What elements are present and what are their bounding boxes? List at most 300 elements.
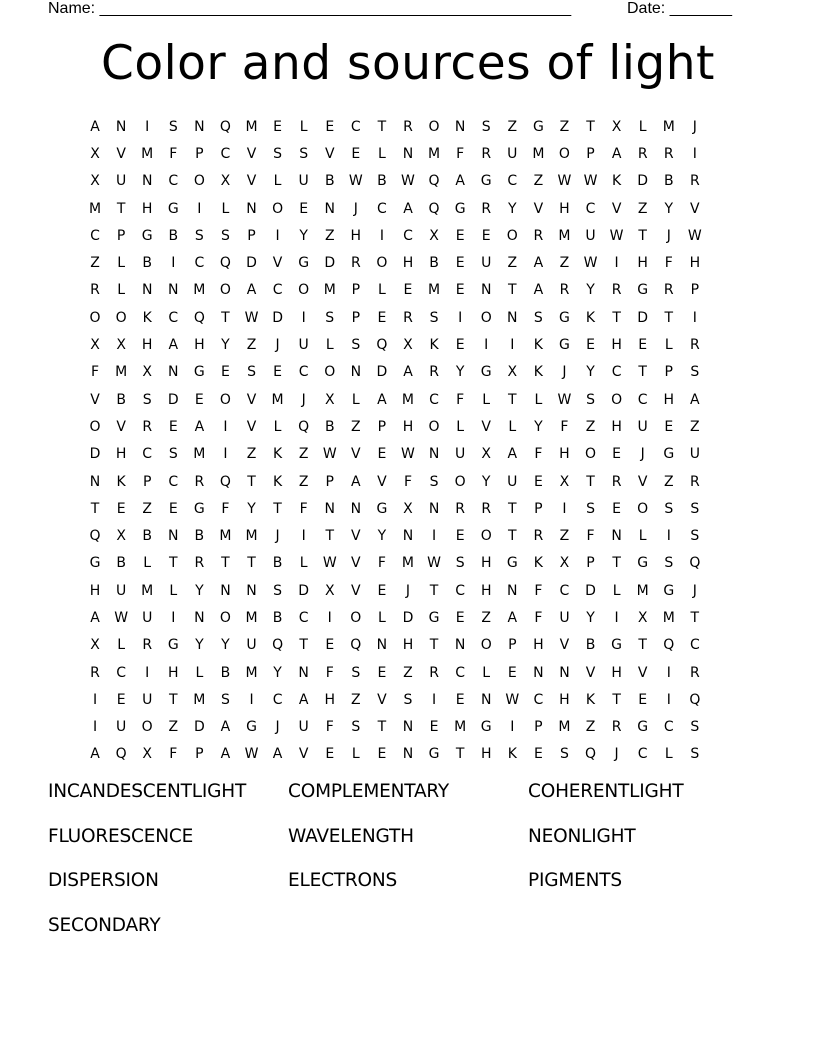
grid-letter: E bbox=[325, 637, 335, 654]
grid-letter: R bbox=[689, 173, 700, 190]
grid-letter: M bbox=[454, 719, 467, 736]
grid-letter: I bbox=[379, 227, 384, 244]
grid-letter: L bbox=[456, 418, 465, 435]
grid-letter: U bbox=[481, 255, 492, 272]
grid-letter: C bbox=[298, 364, 309, 381]
word-bank-item: COMPLEMENTARY bbox=[288, 781, 449, 802]
grid-letter: R bbox=[611, 473, 622, 490]
grid-letter: N bbox=[350, 364, 362, 381]
grid-letter: H bbox=[324, 691, 335, 708]
grid-letter: T bbox=[638, 227, 647, 244]
grid-letter: G bbox=[480, 364, 492, 381]
grid-letter: M bbox=[245, 118, 258, 135]
grid-letter: V bbox=[246, 391, 257, 408]
grid-letter: B bbox=[663, 173, 674, 190]
grid-letter: F bbox=[403, 473, 412, 490]
grid-letter: M bbox=[271, 391, 284, 408]
grid-letter: B bbox=[272, 555, 283, 572]
grid-row bbox=[82, 632, 734, 659]
grid-letter: H bbox=[350, 227, 362, 244]
grid-letter: S bbox=[403, 691, 413, 708]
grid-letter: O bbox=[350, 609, 362, 626]
grid-letter: N bbox=[324, 500, 335, 517]
grid-letter: I bbox=[614, 255, 619, 272]
grid-letter: A bbox=[507, 446, 518, 463]
grid-letter: G bbox=[611, 637, 623, 654]
grid-letter: Z bbox=[559, 255, 570, 272]
grid-letter: I bbox=[301, 528, 306, 545]
grid-letter: I bbox=[145, 664, 150, 681]
grid-letter: P bbox=[116, 227, 126, 244]
grid-letter: D bbox=[272, 309, 283, 326]
grid-letter: Z bbox=[585, 719, 596, 736]
grid-letter: E bbox=[168, 500, 178, 517]
grid-letter: K bbox=[533, 555, 543, 572]
grid-letter: H bbox=[402, 418, 414, 435]
grid-letter: U bbox=[115, 719, 127, 736]
grid-letter: A bbox=[168, 337, 179, 354]
grid-letter: S bbox=[429, 309, 439, 326]
grid-letter: V bbox=[116, 145, 126, 162]
grid-letter: X bbox=[507, 364, 518, 381]
grid-letter: H bbox=[89, 582, 101, 599]
grid-letter: E bbox=[299, 200, 309, 217]
grid-letter: L bbox=[273, 418, 282, 435]
grid-letter: O bbox=[324, 364, 336, 381]
grid-letter: F bbox=[377, 555, 386, 572]
grid-letter: J bbox=[353, 200, 358, 217]
page-title: Color and sources of light bbox=[101, 36, 715, 91]
grid-letter: T bbox=[508, 528, 517, 545]
grid-letter: Q bbox=[428, 200, 440, 217]
grid-letter: A bbox=[507, 609, 518, 626]
grid-letter: N bbox=[480, 691, 492, 708]
grid-letter: O bbox=[611, 391, 623, 408]
grid-letter: G bbox=[167, 200, 179, 217]
grid-letter: F bbox=[560, 418, 569, 435]
grid-letter: Y bbox=[586, 282, 595, 299]
grid-letter: X bbox=[637, 609, 648, 626]
grid-letter: L bbox=[143, 555, 152, 572]
grid-letter: X bbox=[429, 227, 439, 244]
grid-letter: B bbox=[272, 609, 283, 626]
grid-letter: K bbox=[533, 364, 543, 381]
grid-letter: E bbox=[429, 719, 439, 736]
grid-letter: C bbox=[403, 227, 413, 244]
grid-letter: E bbox=[455, 227, 465, 244]
grid-letter: F bbox=[169, 746, 178, 763]
grid-letter: T bbox=[325, 528, 335, 545]
grid-letter: A bbox=[377, 391, 387, 408]
grid-letter: A bbox=[90, 746, 100, 763]
grid-letter: P bbox=[195, 746, 204, 763]
grid-letter: H bbox=[559, 446, 570, 463]
grid-letter: O bbox=[480, 637, 492, 654]
grid-letter: L bbox=[117, 637, 126, 654]
grid-letter: R bbox=[689, 337, 700, 354]
grid-letter: T bbox=[168, 691, 178, 708]
grid-letter: S bbox=[351, 337, 361, 354]
grid-letter: S bbox=[220, 227, 230, 244]
grid-letter: V bbox=[377, 473, 387, 490]
grid-letter: C bbox=[507, 173, 518, 190]
grid-letter: C bbox=[377, 200, 387, 217]
grid-letter: U bbox=[246, 637, 257, 654]
grid-letter: M bbox=[193, 691, 206, 708]
grid-letter: Q bbox=[689, 555, 701, 572]
grid-letter: Q bbox=[115, 746, 127, 763]
grid-row bbox=[82, 441, 734, 468]
grid-letter: B bbox=[142, 255, 152, 272]
grid-letter: E bbox=[377, 664, 387, 681]
grid-letter: H bbox=[611, 418, 622, 435]
grid-letter: W bbox=[322, 555, 337, 572]
grid-letter: C bbox=[220, 145, 231, 162]
grid-letter: Z bbox=[585, 418, 596, 435]
grid-letter: V bbox=[298, 746, 309, 763]
grid-letter: C bbox=[168, 473, 179, 490]
grid-letter: M bbox=[245, 528, 258, 545]
grid-letter: Q bbox=[193, 309, 205, 326]
grid-letter: G bbox=[480, 173, 492, 190]
grid-letter: I bbox=[666, 664, 671, 681]
grid-letter: S bbox=[168, 118, 178, 135]
grid-letter: Y bbox=[273, 664, 282, 681]
grid-row bbox=[82, 359, 734, 386]
grid-letter: S bbox=[690, 528, 700, 545]
grid-letter: I bbox=[301, 309, 306, 326]
grid-letter: A bbox=[90, 118, 100, 135]
grid-letter: L bbox=[377, 145, 386, 162]
grid-letter: X bbox=[90, 173, 100, 190]
grid-letter: Y bbox=[299, 227, 308, 244]
grid-letter: G bbox=[663, 446, 675, 463]
grid-letter: K bbox=[116, 473, 126, 490]
grid-letter: T bbox=[90, 500, 100, 517]
grid-letter: Q bbox=[219, 255, 231, 272]
grid-letter: N bbox=[428, 446, 440, 463]
grid-letter: Z bbox=[507, 255, 518, 272]
grid-letter: E bbox=[638, 691, 648, 708]
grid-letter: O bbox=[428, 418, 440, 435]
word-bank-item: PIGMENTS bbox=[528, 870, 622, 891]
grid-letter: H bbox=[559, 200, 570, 217]
grid-letter: N bbox=[402, 719, 414, 736]
word-bank-item: COHERENTLIGHT bbox=[528, 781, 684, 802]
grid-letter: T bbox=[299, 637, 308, 654]
grid-letter: G bbox=[637, 282, 649, 299]
grid-letter: L bbox=[482, 391, 491, 408]
grid-letter: N bbox=[141, 173, 153, 190]
grid-letter: N bbox=[115, 118, 127, 135]
grid-letter: E bbox=[638, 337, 648, 354]
grid-letter: N bbox=[350, 500, 362, 517]
grid-letter: T bbox=[247, 555, 256, 572]
grid-letter: E bbox=[325, 746, 335, 763]
grid-letter: C bbox=[585, 200, 596, 217]
grid-letter: U bbox=[507, 145, 518, 162]
grid-letter: Y bbox=[195, 582, 204, 599]
grid-letter: E bbox=[586, 337, 595, 354]
word-bank-item: DISPERSION bbox=[48, 870, 159, 891]
grid-letter: S bbox=[586, 391, 595, 408]
grid-letter: S bbox=[273, 582, 283, 599]
grid-letter: P bbox=[351, 309, 361, 326]
grid-letter: C bbox=[429, 391, 439, 408]
grid-letter: F bbox=[664, 255, 673, 272]
grid-letter: P bbox=[351, 282, 361, 299]
grid-letter: L bbox=[664, 746, 673, 763]
grid-letter: P bbox=[325, 473, 334, 490]
grid-letter: O bbox=[219, 391, 231, 408]
grid-letter: V bbox=[272, 255, 283, 272]
grid-letter: N bbox=[454, 118, 466, 135]
grid-letter: T bbox=[429, 637, 439, 654]
grid-letter: M bbox=[662, 609, 675, 626]
grid-letter: X bbox=[324, 582, 335, 599]
grid-letter: U bbox=[637, 418, 648, 435]
grid-letter: Y bbox=[586, 364, 595, 381]
grid-letter: N bbox=[89, 473, 101, 490]
grid-letter: V bbox=[637, 473, 648, 490]
grid-letter: M bbox=[636, 582, 649, 599]
grid-letter: L bbox=[534, 391, 543, 408]
grid-letter: V bbox=[351, 582, 361, 599]
grid-letter: V bbox=[585, 664, 596, 681]
grid-letter: C bbox=[116, 664, 126, 681]
grid-row bbox=[82, 495, 734, 522]
grid-letter: F bbox=[91, 364, 100, 381]
grid-letter: C bbox=[168, 173, 179, 190]
grid-letter: R bbox=[663, 145, 674, 162]
grid-letter: H bbox=[663, 391, 675, 408]
grid-letter: B bbox=[585, 637, 596, 654]
grid-letter: O bbox=[219, 609, 231, 626]
grid-letter: M bbox=[219, 528, 232, 545]
grid-row bbox=[82, 604, 734, 631]
grid-letter: G bbox=[89, 555, 101, 572]
grid-letter: T bbox=[638, 637, 647, 654]
header bbox=[48, 0, 740, 20]
grid-letter: O bbox=[428, 118, 440, 135]
grid-letter: T bbox=[508, 500, 517, 517]
grid-letter: D bbox=[637, 173, 649, 190]
grid-letter: I bbox=[171, 255, 176, 272]
grid-letter: N bbox=[507, 309, 518, 326]
grid-letter: Y bbox=[534, 418, 543, 435]
grid-letter: B bbox=[324, 418, 335, 435]
grid-letter: R bbox=[350, 255, 361, 272]
grid-letter: X bbox=[90, 145, 100, 162]
grid-letter: H bbox=[611, 337, 622, 354]
grid-letter: D bbox=[376, 364, 388, 381]
grid-letter: O bbox=[585, 446, 597, 463]
grid-letter: C bbox=[272, 282, 283, 299]
grid-letter: U bbox=[455, 446, 466, 463]
grid-letter: S bbox=[586, 500, 595, 517]
grid-letter: N bbox=[507, 582, 518, 599]
grid-letter: D bbox=[167, 391, 179, 408]
grid-letter: F bbox=[221, 500, 230, 517]
grid-letter: V bbox=[533, 200, 544, 217]
grid-letter: H bbox=[115, 446, 127, 463]
grid-letter: I bbox=[197, 200, 202, 217]
grid-letter: U bbox=[559, 609, 570, 626]
grid-letter: P bbox=[690, 282, 700, 299]
grid-letter: S bbox=[690, 500, 700, 517]
grid-letter: O bbox=[480, 528, 492, 545]
grid-letter: Q bbox=[89, 528, 101, 545]
grid-letter: B bbox=[377, 173, 387, 190]
grid-letter: E bbox=[377, 446, 387, 463]
grid-letter: I bbox=[692, 145, 697, 162]
grid-letter: S bbox=[351, 719, 361, 736]
grid-letter: V bbox=[690, 200, 700, 217]
grid-letter: B bbox=[116, 391, 126, 408]
grid-letter: H bbox=[637, 255, 648, 272]
grid-letter: M bbox=[141, 582, 154, 599]
grid-letter: H bbox=[611, 664, 622, 681]
grid-letter: R bbox=[611, 282, 622, 299]
grid-letter: Z bbox=[142, 500, 152, 517]
grid-letter: G bbox=[193, 364, 205, 381]
grid-letter: B bbox=[194, 528, 205, 545]
grid-letter: L bbox=[117, 255, 126, 272]
grid-letter: L bbox=[351, 746, 360, 763]
grid-letter: C bbox=[90, 227, 100, 244]
grid-letter: C bbox=[689, 637, 700, 654]
grid-letter: X bbox=[403, 500, 413, 517]
grid-row bbox=[82, 249, 734, 276]
grid-letter: Z bbox=[559, 118, 570, 135]
grid-letter: I bbox=[92, 719, 98, 736]
grid-letter: B bbox=[429, 255, 439, 272]
grid-letter: X bbox=[403, 337, 413, 354]
grid-letter: Q bbox=[219, 118, 231, 135]
grid-letter: Z bbox=[168, 719, 179, 736]
grid-letter: L bbox=[169, 582, 178, 599]
grid-letter: F bbox=[534, 582, 543, 599]
grid-letter: R bbox=[194, 555, 205, 572]
grid-letter: Z bbox=[246, 446, 257, 463]
grid-letter: N bbox=[480, 282, 492, 299]
grid-letter: L bbox=[377, 609, 386, 626]
grid-letter: C bbox=[663, 719, 674, 736]
grid-letter: U bbox=[298, 173, 309, 190]
grid-letter: G bbox=[141, 227, 153, 244]
grid-letter: C bbox=[559, 582, 570, 599]
grid-letter: R bbox=[637, 145, 648, 162]
grid-letter: H bbox=[402, 255, 414, 272]
grid-letter: R bbox=[533, 528, 544, 545]
grid-letter: K bbox=[612, 173, 622, 190]
grid-letter: V bbox=[377, 691, 387, 708]
grid-letter: H bbox=[141, 200, 153, 217]
grid-letter: I bbox=[171, 609, 176, 626]
grid-letter: W bbox=[505, 691, 520, 708]
grid-letter: E bbox=[168, 418, 178, 435]
grid-letter: U bbox=[142, 691, 153, 708]
grid-letter: M bbox=[428, 145, 441, 162]
grid-letter: S bbox=[481, 118, 491, 135]
grid-letter: S bbox=[429, 473, 439, 490]
grid-letter: Z bbox=[246, 337, 257, 354]
grid-letter: M bbox=[245, 609, 258, 626]
grid-letter: V bbox=[611, 200, 622, 217]
grid-letter: H bbox=[480, 582, 492, 599]
grid-letter: R bbox=[481, 200, 492, 217]
grid-letter: Z bbox=[351, 418, 361, 435]
grid-letter: M bbox=[558, 227, 571, 244]
grid-letter: C bbox=[168, 309, 179, 326]
grid-letter: V bbox=[351, 555, 361, 572]
grid-letter: C bbox=[611, 364, 622, 381]
grid-letter: T bbox=[664, 309, 674, 326]
grid-letter: R bbox=[481, 500, 492, 517]
grid-row bbox=[82, 277, 734, 304]
grid-letter: N bbox=[220, 582, 231, 599]
grid-letter: D bbox=[298, 582, 310, 599]
grid-letter: O bbox=[298, 282, 310, 299]
grid-letter: I bbox=[92, 691, 98, 708]
grid-letter: I bbox=[510, 719, 515, 736]
grid-letter: I bbox=[327, 609, 332, 626]
grid-letter: H bbox=[480, 746, 492, 763]
grid-row bbox=[82, 659, 734, 686]
grid-letter: J bbox=[614, 746, 619, 763]
grid-letter: I bbox=[614, 609, 619, 626]
grid-letter: F bbox=[456, 391, 465, 408]
grid-letter: G bbox=[532, 118, 544, 135]
grid-letter: V bbox=[351, 528, 361, 545]
grid-letter: V bbox=[90, 391, 100, 408]
grid-letter: T bbox=[612, 691, 621, 708]
grid-letter: C bbox=[194, 255, 205, 272]
grid-letter: A bbox=[272, 746, 283, 763]
grid-letter: V bbox=[351, 446, 361, 463]
grid-letter: N bbox=[559, 664, 570, 681]
grid-letter: O bbox=[480, 309, 492, 326]
grid-letter: C bbox=[637, 746, 648, 763]
grid-letter: R bbox=[689, 473, 700, 490]
grid-letter: G bbox=[167, 637, 179, 654]
grid-letter: I bbox=[249, 691, 254, 708]
grid-letter: N bbox=[246, 582, 257, 599]
grid-letter: P bbox=[195, 145, 204, 162]
grid-letter: F bbox=[325, 719, 334, 736]
grid-letter: T bbox=[612, 309, 621, 326]
grid-letter: J bbox=[562, 364, 567, 381]
grid-letter: T bbox=[455, 746, 465, 763]
grid-letter: P bbox=[534, 500, 543, 517]
grid-letter: D bbox=[246, 255, 257, 272]
grid-row bbox=[82, 168, 734, 195]
grid-letter: E bbox=[403, 282, 413, 299]
grid-letter: A bbox=[533, 255, 544, 272]
grid-letter: M bbox=[88, 200, 102, 217]
grid-letter: E bbox=[455, 282, 465, 299]
grid-letter: G bbox=[559, 337, 570, 354]
grid-letter: T bbox=[273, 500, 282, 517]
grid-letter: S bbox=[690, 719, 700, 736]
grid-letter: Q bbox=[428, 173, 440, 190]
grid-letter: S bbox=[533, 309, 543, 326]
grid-letter: X bbox=[90, 337, 100, 354]
grid-letter: A bbox=[220, 746, 231, 763]
grid-letter: M bbox=[558, 719, 571, 736]
grid-letter: Y bbox=[221, 637, 230, 654]
grid-letter: L bbox=[325, 337, 334, 354]
